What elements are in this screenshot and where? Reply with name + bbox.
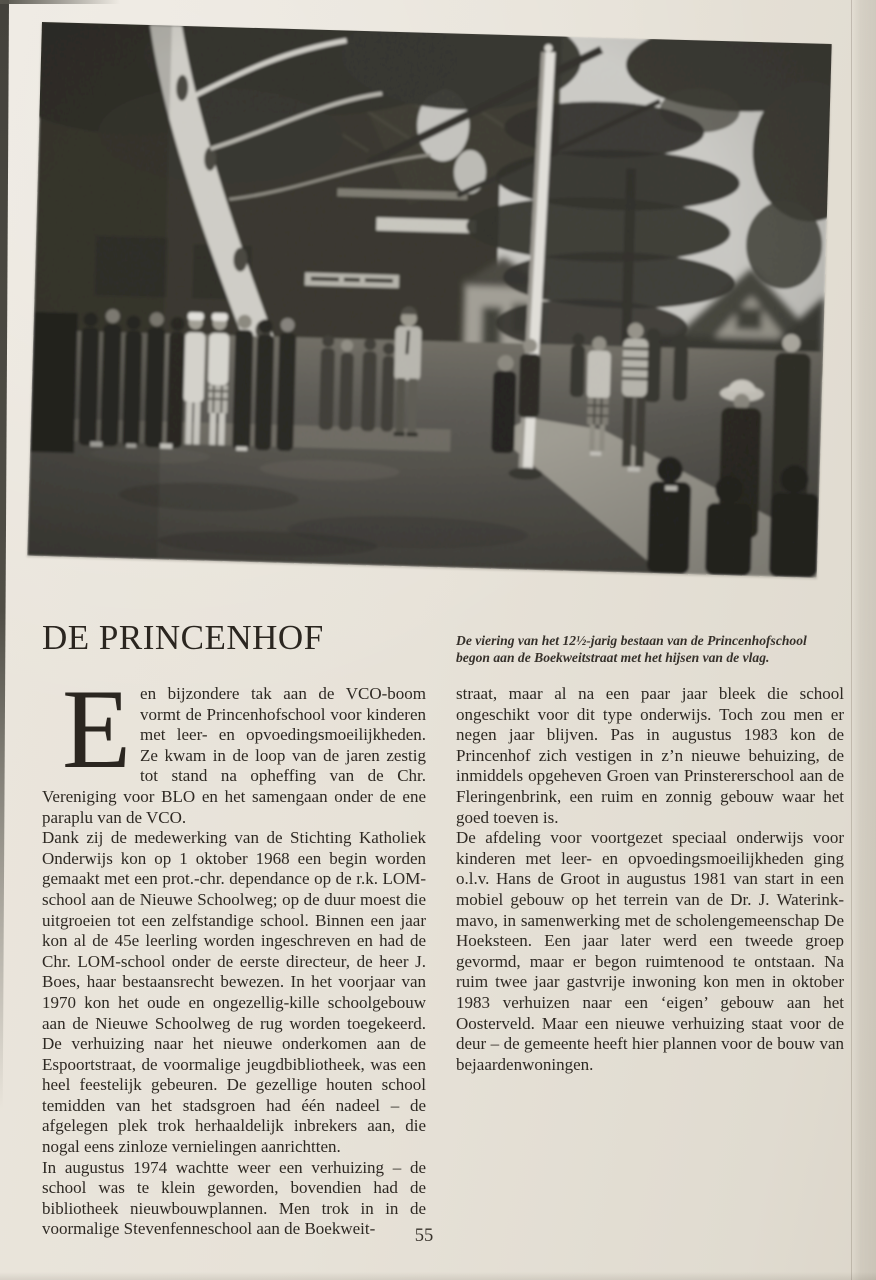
page-number: 55 — [414, 1226, 434, 1246]
scan-edge-shadow — [0, 0, 120, 4]
article-title: DE PRINCENHOF — [42, 618, 324, 657]
paragraph: De afdeling voor voortgezet speciaal onderwijs voor kinderen met leer- en opvoedingsmoeilijkheden ging o.l.v. Hans de Groot in augustus 1981 van start in een mobiel gebouw op het terrein van de Dr. J. Waterink-mavo, in samenwerking met de scholengemeenschap De Hoeksteen. Een jaar later werd een tweede groep gevormd, maar er begon ruimtenood te ontstaan. Na ruim twee jaar gastvrije inwoning kon men in oktober 1983 verhuizen naar een ‘eigen’ gebouw aan het Oosterveld. Maar een nieuwe verhuizing staat voor de deur – de gemeente heeft hier plannen voor de bouw van bejaardenwoningen. — [456, 828, 844, 1074]
page-stack-edge — [851, 0, 876, 1280]
photo-grain — [27, 22, 832, 578]
photo-caption: De viering van het 12½-jarig bestaan van de Princenhofschool begon aan de Boekweitstraat met het hijsen van de vlag. — [456, 633, 807, 665]
paragraph: Dank zij de medewerking van de Stichting Katholiek Onderwijs kon op 1 oktober 1968 een begin worden gemaakt met een prot.-chr. dependance op de r.k. LOM-school aan de Nieuwe Schoolweg; op de duur moest die uitgroeien tot een zelfstandige school. Binnen een jaar kon al de 45e leerling worden ingeschreven en had de Chr. LOM-school onder de eerste directeur, de heer J. Boes, haar bestaansrecht bewezen. In het voorjaar van 1970 kon het oude en ongezellig-kille schoolgebouw aan de Nieuwe Schoolweg de rug worden toegekeerd. De verhuizing naar het nieuwe onderkomen aan de Espoortstraat, de voormalige jeugdbibliotheek, was een heel feestelijk gebeuren. De gezellige houten school temidden van het stadsgroen had één nadeel – de afgelegen plek trok herhaaldelijk inbrekers aan, die nogal eens zinloze vernielingen aanrichtten. — [42, 828, 426, 1157]
drop-cap: E — [62, 667, 132, 792]
book-gutter-shadow — [0, 0, 9, 1110]
paragraph-text: en bijzondere tak aan de VCO-boom vormt de Princenhofschool voor kinderen met leer- en opvoedingsmoeilijkheden. Ze kwam in de loop van de jaren zestig tot stand na opheffing van de Chr. Vereniging voor BLO en het samengaan onder de ene paraplu van de VCO. — [42, 684, 426, 827]
left-column — [42, 667, 426, 1240]
page-bottom-shadow — [0, 1272, 876, 1280]
right-column — [456, 684, 844, 1075]
historical-photo — [27, 22, 832, 578]
paragraph: straat, maar al na een paar jaar bleek die school ongeschikt voor dit type onderwijs. Toch zou men er negen jaar blijven. Pas in augustus 1983 kon de Princenhof zich vestigen in z’n nieuwe behuizing, de inmiddels opgeheven Groen van Prinstererschool aan de Fleringenbrink, een ruim en zonnig gebouw waar het goed toeven is. — [456, 684, 844, 827]
paragraph — [42, 667, 426, 828]
paragraph: In augustus 1974 wachtte weer een verhuizing – de school was te klein geworden, bovendien had de bibliotheek nieuwbouwplannen. Men trok in in de voormalige Stevenfenneschool aan de Boekweit- — [42, 1157, 426, 1239]
